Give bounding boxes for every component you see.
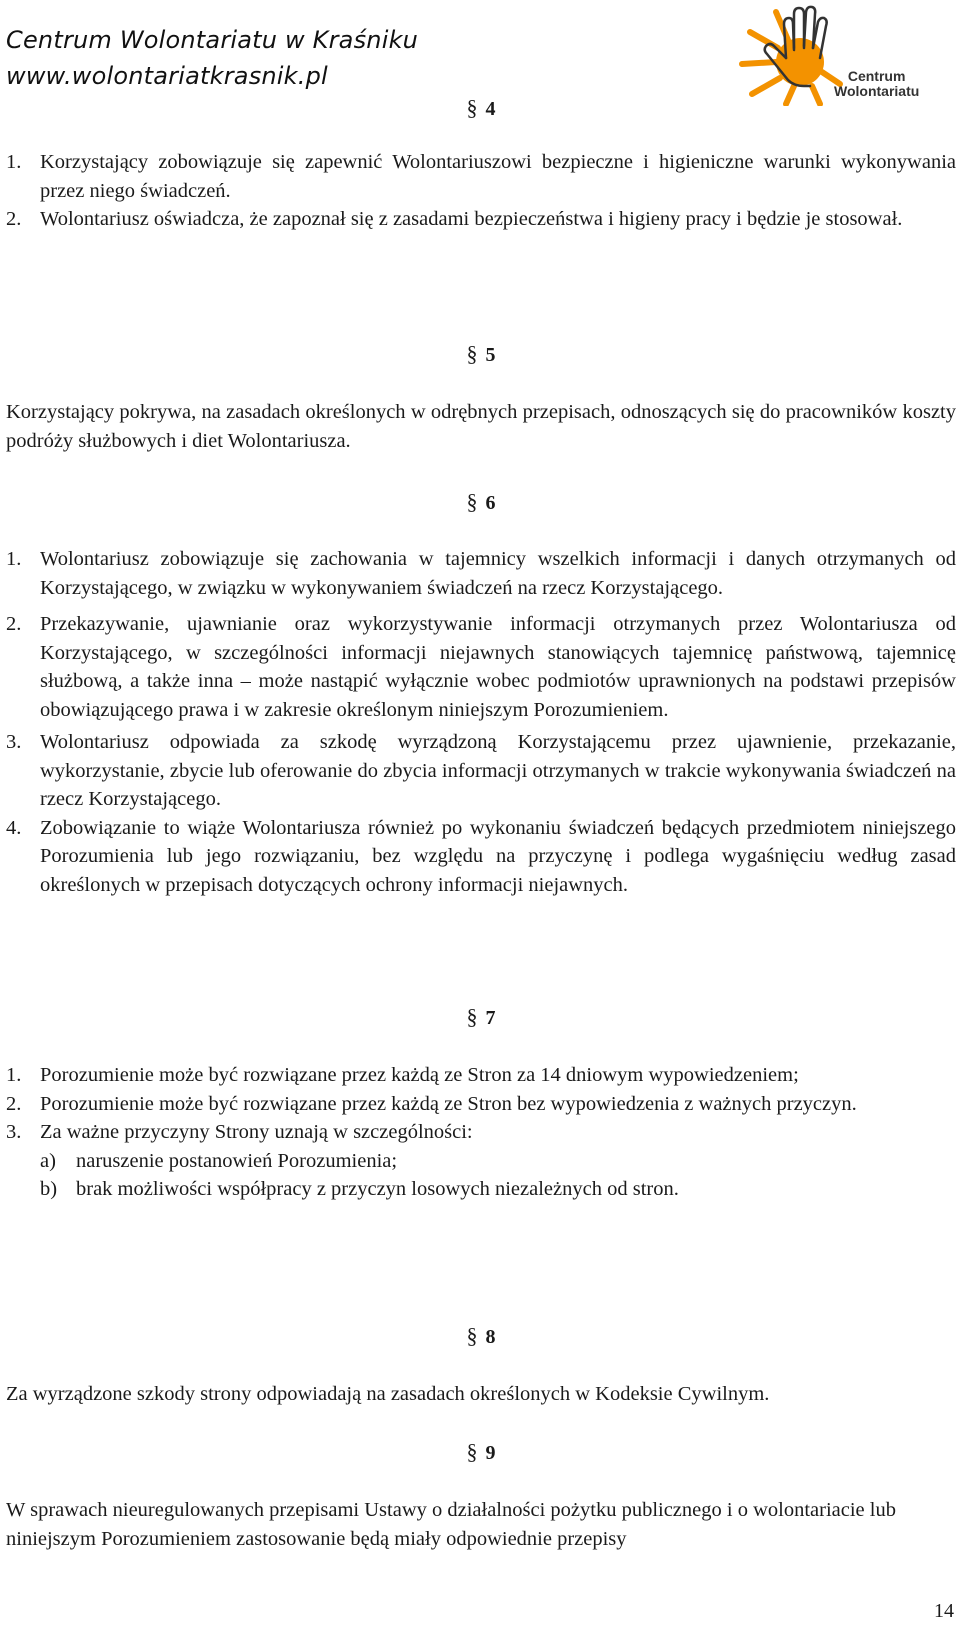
section-7-list (6, 1061, 956, 1204)
item-text: Wolontariusz oświadcza, że zapoznał się z zasadami bezpieczeństwa i higieny pracy i będzie je stosował. (40, 208, 903, 230)
item-text: Korzystający zobowiązuje się zapewnić Wolontariuszowi bezpieczne i higieniczne warunki wykonywania przez niego świadczeń. (40, 151, 956, 202)
document-header (6, 22, 418, 94)
sub-list-item (6, 1147, 956, 1176)
list-item (6, 814, 956, 900)
item-number: 2. (6, 613, 22, 635)
item-text: Zobowiązanie to wiąże Wolontariusza również po wykonaniu świadczeń będących przedmiotem niniejszego Porozumienia lub jego rozwiązaniu, bez względu na przyczynę i podlega wygaśnięciu według zasad określonych w przepisach dotyczących ochrony informacji niejawnych. (40, 816, 956, 896)
list-item (6, 148, 956, 205)
section-sign: § (466, 1323, 478, 1348)
section-4-list (6, 148, 956, 234)
section-5-heading (6, 340, 956, 370)
section-number: 5 (485, 344, 496, 366)
section-8-text: Za wyrządzone szkody strony odpowiadają na zasadach określonych w Kodeksie Cywilnym. (6, 1383, 770, 1405)
section-number: 7 (485, 1007, 496, 1029)
item-text: Wolontariusz odpowiada za szkodę wyrządzoną Korzystającemu przez ujawnienie, przekazanie, wykorzystanie, zbycie lub oferowanie do zbycia informacji otrzymanych w trakcie wykonywania świadczeń na rzecz Korzystającego. (40, 731, 956, 810)
list-item (6, 1061, 956, 1090)
section-5-text: Korzystający pokrywa, na zasadach określonych w odrębnych przepisach, odnoszących się do pracowników koszty podróży służbowych i diet Wolontariusza. (6, 401, 956, 452)
section-6-list (6, 545, 956, 899)
item-text: Za ważne przyczyny Strony uznają w szczególności: (40, 1121, 473, 1143)
org-website: www.wolontariatkrasnik.pl (6, 62, 328, 90)
section-number: 6 (485, 492, 496, 514)
section-number: 9 (485, 1442, 496, 1464)
item-number: 1. (6, 151, 22, 173)
section-9-text: W sprawach nieuregulowanych przepisami Ustawy o działalności pożytku publicznego i o wolontariacie lub niniejszym Porozumieniem zastosowanie będą miały odpowiednie przepisy (6, 1499, 896, 1550)
section-4-heading (6, 94, 956, 124)
centrum-wolontariatu-logo (736, 2, 936, 106)
page-number: 14 (934, 1600, 954, 1622)
section-number: 4 (485, 98, 496, 120)
sub-list-item (6, 1175, 956, 1204)
logo-text-line1: Centrum (847, 68, 906, 84)
section-sign: § (466, 489, 478, 514)
section-9-heading (6, 1438, 956, 1468)
item-text: Porozumienie może być rozwiązane przez każdą ze Stron bez wypowiedzenia z ważnych przyczyn. (40, 1092, 857, 1115)
section-6-heading (6, 488, 956, 518)
item-text: Porozumienie może być rozwiązane przez każdą ze Stron za 14 dniowym wypowiedzeniem; (40, 1064, 799, 1086)
list-item (6, 728, 956, 814)
logo-text-line2: Wolontariatu (834, 83, 920, 99)
list-item (6, 205, 956, 234)
section-sign: § (466, 341, 478, 366)
section-sign: § (466, 1439, 478, 1464)
section-sign: § (466, 1004, 478, 1029)
section-number: 8 (485, 1326, 496, 1348)
section-8-heading (6, 1322, 956, 1352)
list-item (6, 1118, 956, 1147)
section-sign: § (466, 95, 478, 120)
org-name: Centrum Wolontariatu w Kraśniku (6, 26, 419, 54)
list-item (6, 545, 956, 602)
section-7-heading (6, 1003, 956, 1033)
item-number: 1. (6, 548, 22, 570)
item-text: naruszenie postanowień Porozumienia; (76, 1149, 398, 1172)
item-number: 2. (6, 208, 22, 230)
item-number: 3. (6, 731, 22, 753)
item-number: 1. (6, 1064, 22, 1086)
item-number: 4. (6, 816, 22, 839)
item-number: 2. (6, 1092, 22, 1115)
item-letter: a) (40, 1149, 56, 1172)
item-text: Przekazywanie, ujawnianie oraz wykorzystywanie informacji otrzymanych przez Wolontariusza od Korzystającego, w szczególności informacji niejawnych stanowiących tajemnicę państwową, tajemnicę służbową, a także inna – może nastąpić wyłącznie wobec podmiotów uprawnionych na podstawi przepisów obowiązującego prawa i w zakresie określonym niniejszym Porozumieniem. (40, 613, 956, 721)
item-text: Wolontariusz zobowiązuje się zachowania w tajemnicy wszelkich informacji i danych otrzymanych od Korzystającego, w związku w wykonywaniem świadczeń na rzecz Korzystającego. (40, 548, 956, 599)
item-number: 3. (6, 1121, 22, 1143)
list-item (6, 1090, 956, 1119)
item-text: brak możliwości współpracy z przyczyn losowych niezależnych od stron. (76, 1178, 679, 1200)
item-letter: b) (40, 1178, 58, 1200)
list-item (6, 610, 956, 724)
